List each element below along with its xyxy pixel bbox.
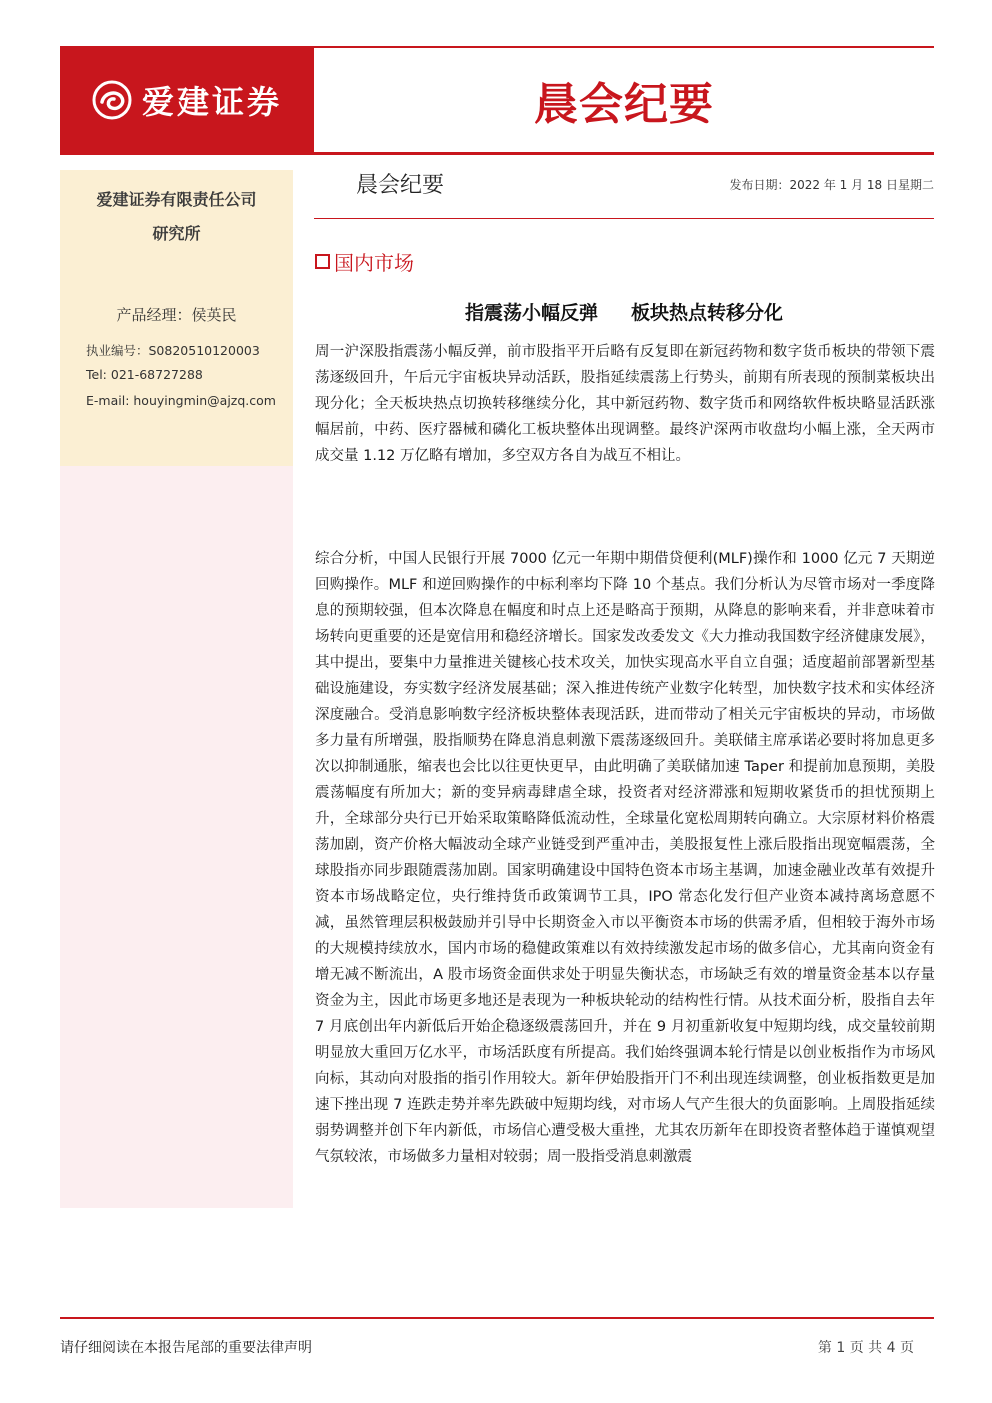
section-heading	[315, 247, 414, 276]
paragraph-1: 周一沪深股指震荡小幅反弹，前市股指平开后略有反复即在新冠药物和数字货币板块的带领下震荡逐级回升，午后元宇宙板块异动活跃，股指延续震荡上行势头，前期有所表现的预制菜板块出现分化；全天板块热点切换转移继续分化，其中新冠药物、数字货币和网络软件板块略显活跃涨幅居前，中药、医疗器械和磷化工板块整体出现调整。最终沪深两市收盘均小幅上涨，全天两市成交量 1.12 万亿略有增加，多空双方各自为战互不相让。	[315, 344, 935, 464]
brand-name: 爱建证券	[141, 83, 282, 121]
email-link[interactable]: E-mail: houyingmin@ajzq.com	[86, 393, 276, 408]
telephone: Tel: 021-68727288	[86, 367, 203, 382]
company-name: 爱建证券有限责任公司	[96, 190, 257, 209]
article-headline: 指震荡小幅反弹 板块热点转移分化	[464, 302, 784, 324]
header-bottom-rule	[60, 152, 934, 155]
footer-rule	[60, 1317, 934, 1319]
page-title: 晨会纪要	[356, 173, 445, 198]
page-number: 第 1 页 共 4 页	[817, 1340, 914, 1356]
product-manager: 产品经理：侯英民	[116, 306, 237, 324]
report-title: 晨会纪要	[534, 79, 714, 130]
brand-logo	[60, 48, 314, 152]
legal-disclaimer: 请仔细阅读在本报告尾部的重要法律声明	[60, 1340, 312, 1356]
license-number: 执业编号：S0820510120003	[86, 343, 260, 358]
publish-date: 发布日期：2022 年 1 月 18 日星期二	[729, 178, 934, 192]
checkbox-bullet-icon	[315, 254, 330, 269]
section-label: 国内市场	[334, 251, 414, 275]
brand-mark-icon	[92, 80, 132, 120]
sidebar-lower-panel	[60, 466, 293, 1208]
title-rule	[314, 218, 934, 219]
paragraph-2: 综合分析，中国人民银行开展 7000 亿元一年期中期借贷便利(MLF)操作和 1000 亿元 7 天期逆回购操作。MLF 和逆回购操作的中标利率均下降 10 个基点。我们分析认为尽管市场对一季度降息的预期较强，但本次降息在幅度和时点上还是略高于预期，从降息的影响来看，并非意味着市场转向更重要的还是宽信用和稳经济增长。国家发改委发文《大力推动我国数字经济健康发展》，其中提出，要集中力量推进关键核心技术攻关，加快实现高水平自立自强；适度超前部署新型基础设施建设，夯实数字经济发展基础；深入推进传统产业数字化转型，加快数字技术和实体经济深度融合。受消息影响数字经济板块整体表现活跃，进而带动了相关元宇宙板块的异动，市场做多力量有所增强，股指顺势在降息消息刺激下震荡逐级回升。美联储主席承诺必要时将加息更多次以抑制通胀，缩表也会比以往更快更早，由此明确了美联储加速 Taper 和提前加息预期，美股震荡幅度有所加大；新的变异病毒肆虐全球，投资者对经济滞涨和短期收紧货币的担忧预期上升，全球部分央行已开始采取策略降低流动性，全球量化宽松周期转向确立。大宗原材料价格震荡加剧，资产价格大幅波动全球产业链受到严重冲击，美股报复性上涨后股指出现宽幅震荡，全球股指亦同步跟随震荡加剧。国家明确建设中国特色资本市场主基调，加速金融业改革有效提升资本市场战略定位，央行维持货币政策调节工具，IPO 常态化发行但产业资本减持离场意愿不减，虽然管理层积极鼓励并引导中长期资金入市以平衡资本市场的供需矛盾，但相较于海外市场的大规模持续放水，国内市场的稳健政策难以有效持续激发起市场的做多信心，尤其南向资金有增无减不断流出，A 股市场资金面供求处于明显失衡状态，市场缺乏有效的增量资金基本以存量资金为主，因此市场更多地还是表现为一种板块轮动的结构性行情。从技术面分析，股指自去年 7 月底创出年内新低后开始企稳逐级震荡回升，并在 9 月初重新收复中短期均线，成交量较前期明显放大重回万亿水平，市场活跃度有所提高。我们始终强调本轮行情是以创业板指作为市场风向标，其动向对股指的指引作用较大。新年伊始股指开门不利出现连续调整，创业板指数更是加速下挫出现 7 连跌走势并率先跌破中短期均线，对市场人气产生很大的负面影响。上周股指延续弱势调整并创下年内新低，市场信心遭受极大重挫，尤其农历新年在即投资者整体趋于谨慎观望气氛较浓，市场做多力量相对较弱；周一股指受消息刺激震	[315, 551, 935, 1165]
institute-name: 研究所	[152, 224, 201, 243]
